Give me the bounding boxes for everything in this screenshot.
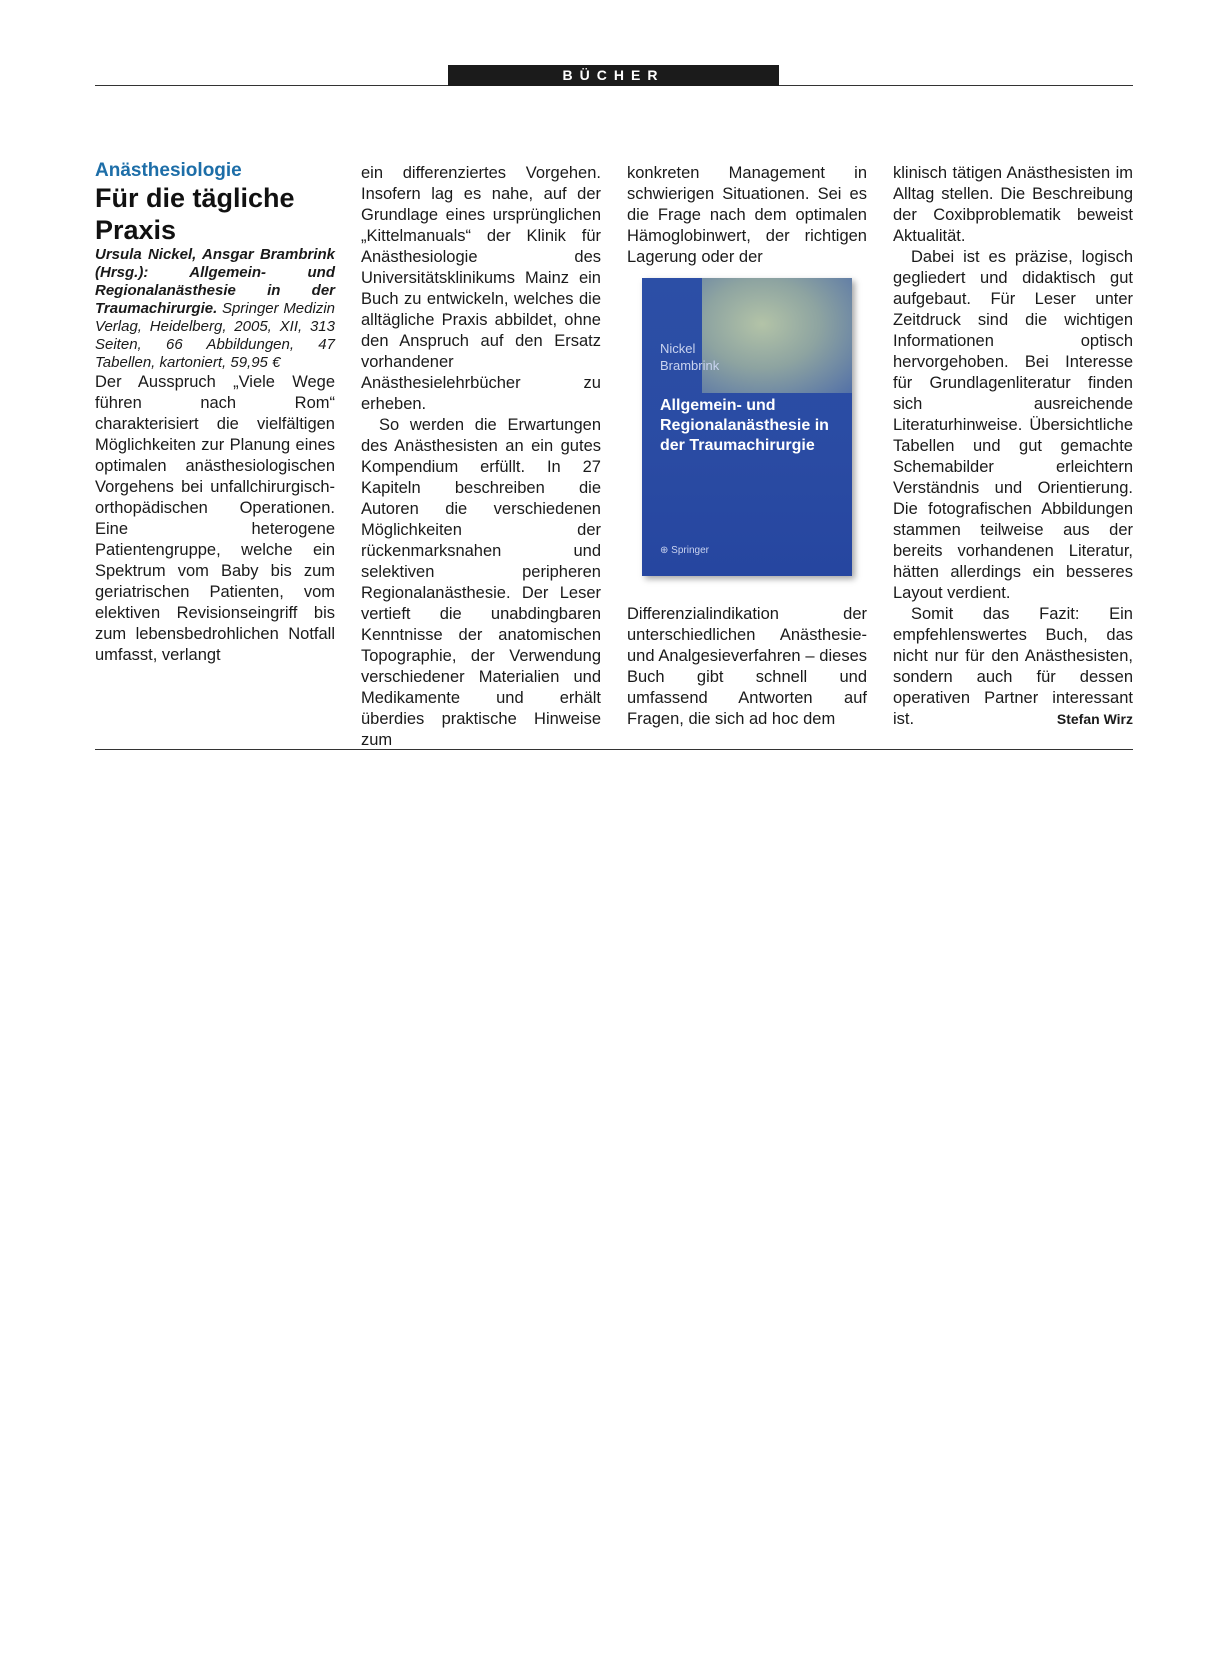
article-headline: Für die tägliche Praxis [95,183,295,245]
section-header: BÜCHER [448,65,779,86]
article-category: Anästhesiologie [95,160,242,181]
book-cover [642,278,852,576]
paragraph-2-end: klinisch tätigen Anästhesisten im Alltag stellen. Die Beschreibung der Coxibproblematik beweist Aktualität. [893,164,1133,245]
book-cover-title: Allgemein- und Regionalanästhesie in der Traumachirurgie [660,397,829,454]
footer-rule [95,749,1133,750]
paragraph-1-end: ein differenziertes Vorgehen. Insofern lag es nahe, auf der Grundlage eines ursprünglichen „Kittelmanuals“ der Klinik für Anästhesiologie des Universitätsklinikums Mainz ein Buch zu entwickeln, welches die alltägliche Praxis abbildet, ohne den Anspruch auf den Ersatz vorhandener Anästhesielehrbücher zu erheben. [361,164,601,413]
book-citation-details: Springer Medizin Verlag, Heidelberg, 2005, XII, 313 Seiten, 66 Abbildungen, 47 Tabellen, kartoniert, 59,95 € [95,300,335,371]
paragraph-2-continued: Differenzialindikation der unterschiedlichen Anästhesie- und Analgesieverfahren – dieses Buch gibt schnell und umfassend Antworten auf Fragen, die sich ad hoc dem [627,605,867,728]
publisher-name: Springer [671,545,709,556]
column-3 [627,163,867,730]
book-cover-image [642,278,852,576]
book-citation [95,246,335,372]
column-2 [361,163,601,751]
book-cover-authors [660,340,719,374]
paragraph-1-start: Der Ausspruch „Viele Wege führen nach Rom“ charakterisiert die vielfältigen Möglichkeiten zur Planung eines optimalen anästhesiologischen Vorgehens bei unfallchirurgisch-orthopädischen Operationen. Eine heterogene Patientengruppe, welche ein Spektrum vom Baby bis zum geriatrischen Patienten, vom elektiven Revisionseingriff bis zum lebensbedrohlichen Notfall umfasst, verlangt [95,373,335,664]
book-citation-title: Ursula Nickel, Ansgar Brambrink (Hrsg.): Allgemein- und Regionalanästhesie in der Traumachirurgie. [95,246,335,317]
book-cover-author-1: Nickel [660,341,696,356]
paragraph-4 [893,604,1133,730]
book-cover-author-2: Brambrink [660,358,720,373]
paragraph-2-start: So werden die Erwartungen des Anästhesisten an ein gutes Kompendium erfüllt. In 27 Kapiteln beschreiben die Autoren die verschiedenen Möglichkeiten der rückenmarksnahen und selektiven peripheren Regionalanästhesie. Der Leser vertieft die unabdingbaren Kenntnisse der anatomischen Topographie, der Verwendung verschiedener Materialien und Medikamente und erhält überdies praktische Hinweise zum [361,416,601,749]
book-cover-publisher: ⊕ Springer [660,545,709,556]
column-4 [893,163,1133,730]
column-1 [95,160,335,666]
author-signature: Stefan Wirz [1056,711,1133,727]
conclusion-text: Somit das Fazit: Ein empfehlenswertes Buch, das nicht nur für den Anästhesisten, sondern auch für dessen operativen Partner interessant ist. [893,605,1133,728]
paragraph-2-middle: konkreten Management in schwierigen Situationen. Sei es die Frage nach dem optimalen Hämoglobinwert, der richtigen Lagerung oder der [627,164,867,266]
paragraph-3: Dabei ist es präzise, logisch gegliedert und didaktisch gut aufgebaut. Für Leser unter Zeitdruck sind die wichtigen Informationen optisch hervorgehoben. Bei Interesse für Grundlagenliteratur finden sich ausreichende Literaturhinweise. Übersichtliche Tabellen und gut gemachte Schemabilder erleichtern Verständnis und Orientierung. Die fotografischen Abbildungen stammen teilweise aus der bereits vorhandenen Literatur, hätten allerdings ein besseres Layout verdient. [893,248,1133,602]
book-cover-photo [702,278,852,393]
